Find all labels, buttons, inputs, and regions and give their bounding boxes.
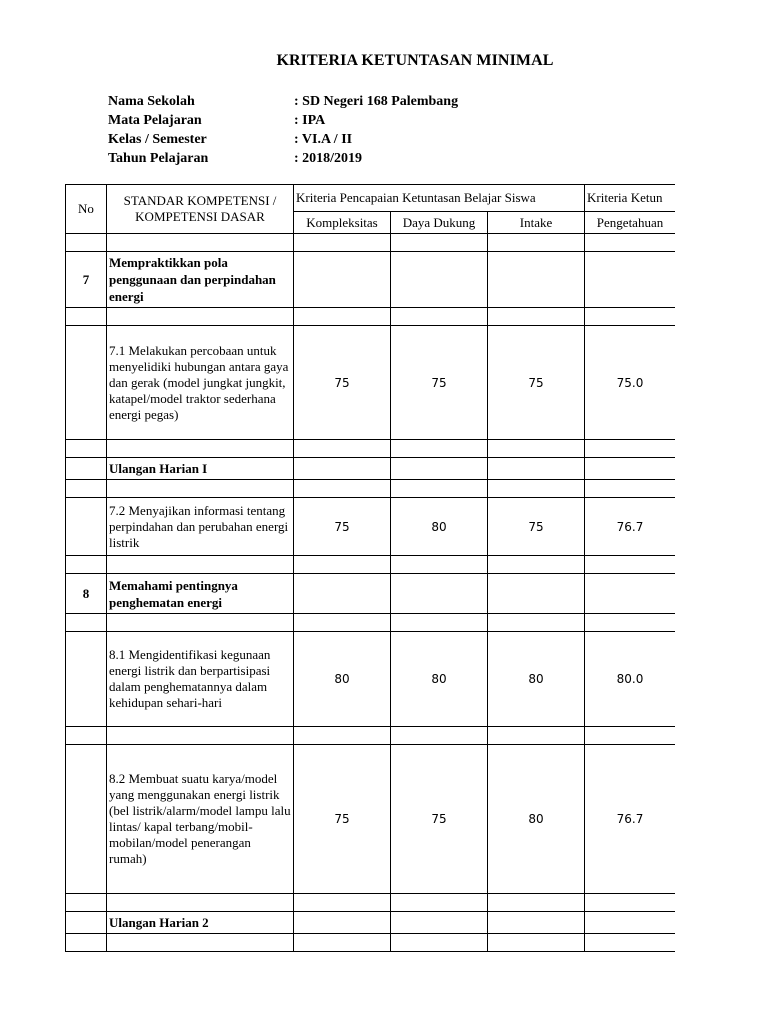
- info-value: : IPA: [294, 113, 326, 128]
- empty-cell: [294, 614, 391, 632]
- empty-cell: [107, 308, 294, 326]
- empty-cell: [585, 934, 675, 952]
- empty-cell: [488, 912, 585, 934]
- empty-cell: [488, 458, 585, 480]
- kompleksitas-value: 75: [294, 745, 391, 894]
- info-value: : 2018/2019: [294, 151, 363, 166]
- empty-cell: [488, 574, 585, 614]
- empty-cell: [585, 556, 675, 574]
- kompleksitas-value: 75: [294, 326, 391, 440]
- empty-cell: [585, 614, 675, 632]
- empty-cell: [585, 252, 675, 308]
- empty-cell: [391, 894, 488, 912]
- empty-cell: [66, 727, 107, 745]
- info-label: Tahun Pelajaran: [108, 151, 209, 166]
- empty-cell: [391, 556, 488, 574]
- empty-cell: [488, 440, 585, 458]
- empty-cell: [294, 727, 391, 745]
- empty-cell: [294, 574, 391, 614]
- kompetensi-dasar-text: 8.1 Mengidentifikasi kegunaan energi listrik dan berpartisipasi dalam penghematannya dalam kehidupan sehari-hari: [107, 632, 294, 727]
- empty-cell: [107, 727, 294, 745]
- pengetahuan-value: 80.0: [585, 632, 675, 727]
- header-no: No: [66, 185, 107, 234]
- empty-cell: [391, 440, 488, 458]
- intake-value: 75: [488, 326, 585, 440]
- empty-cell: [585, 308, 675, 326]
- kompetensi-dasar-row: [66, 745, 676, 894]
- kkm-table-body: [66, 185, 676, 952]
- intake-value: 80: [488, 745, 585, 894]
- daya-dukung-value: 75: [391, 745, 488, 894]
- empty-cell: [585, 912, 675, 934]
- empty-cell: [585, 480, 675, 498]
- empty-cell: [488, 894, 585, 912]
- ulangan-harian-label: Ulangan Harian I: [107, 458, 294, 480]
- kompetensi-dasar-text: 7.1 Melakukan percobaan untuk menyelidiki hubungan antara gaya dan gerak (model jungkat jungkit, katapel/model traktor sederhana energi pegas): [107, 326, 294, 440]
- empty-cell: [391, 308, 488, 326]
- empty-cell: [294, 308, 391, 326]
- info-label: Kelas / Semester: [108, 132, 207, 147]
- intake-value: 80: [488, 632, 585, 727]
- info-value: : VI.A / II: [294, 132, 353, 147]
- header-standar-kompetensi: [107, 185, 294, 234]
- header-kriteria: Kriteria Pencapaian Ketuntasan Belajar Siswa: [294, 185, 585, 212]
- empty-cell: [391, 480, 488, 498]
- kompleksitas-value: 75: [294, 498, 391, 556]
- empty-cell: [585, 234, 675, 252]
- empty-cell: [66, 498, 107, 556]
- blank-row: [66, 440, 676, 458]
- empty-cell: [66, 480, 107, 498]
- blank-row: [66, 727, 676, 745]
- kkm-table: [65, 184, 675, 952]
- empty-cell: [488, 480, 585, 498]
- intake-value: 75: [488, 498, 585, 556]
- row-number: 7: [66, 252, 107, 308]
- empty-cell: [66, 912, 107, 934]
- empty-cell: [488, 556, 585, 574]
- empty-cell: [391, 574, 488, 614]
- header-row: [66, 185, 676, 212]
- header-ketuntasan: Kriteria Ketun: [585, 185, 675, 212]
- kompetensi-dasar-text: 8.2 Membuat suatu karya/model yang menggunakan energi listrik (bel listrik/alarm/model lampu lalu lintas/ kapal terbang/mobil-mobilan/model penerangan rumah): [107, 745, 294, 894]
- empty-cell: [66, 458, 107, 480]
- empty-cell: [488, 614, 585, 632]
- empty-cell: [294, 440, 391, 458]
- info-value: : SD Negeri 168 Palembang: [294, 94, 459, 109]
- empty-cell: [66, 614, 107, 632]
- standar-kompetensi-text: Memahami pentingnya penghematan energi: [107, 574, 294, 614]
- empty-cell: [391, 934, 488, 952]
- empty-cell: [294, 252, 391, 308]
- empty-cell: [66, 440, 107, 458]
- empty-cell: [66, 326, 107, 440]
- empty-cell: [66, 308, 107, 326]
- empty-cell: [585, 894, 675, 912]
- empty-cell: [391, 912, 488, 934]
- header-pengetahuan: Pengetahuan: [585, 212, 675, 234]
- blank-row: [66, 480, 676, 498]
- empty-cell: [107, 934, 294, 952]
- kompetensi-dasar-text: 7.2 Menyajikan informasi tentang perpindahan dan perubahan energi listrik: [107, 498, 294, 556]
- header-intake: Intake: [488, 212, 585, 234]
- empty-cell: [66, 745, 107, 894]
- empty-cell: [107, 556, 294, 574]
- kompetensi-dasar-row: [66, 498, 676, 556]
- empty-cell: [294, 556, 391, 574]
- empty-cell: [391, 458, 488, 480]
- empty-cell: [107, 614, 294, 632]
- empty-cell: [66, 934, 107, 952]
- blank-row: [66, 234, 676, 252]
- empty-cell: [391, 614, 488, 632]
- empty-cell: [294, 894, 391, 912]
- kkm-table-container: [65, 184, 675, 952]
- empty-cell: [66, 556, 107, 574]
- empty-cell: [66, 894, 107, 912]
- empty-cell: [391, 727, 488, 745]
- empty-cell: [294, 480, 391, 498]
- empty-cell: [391, 234, 488, 252]
- ulangan-harian-row: [66, 912, 676, 934]
- empty-cell: [66, 632, 107, 727]
- kompetensi-dasar-row: [66, 326, 676, 440]
- empty-cell: [585, 574, 675, 614]
- empty-cell: [107, 440, 294, 458]
- empty-cell: [585, 458, 675, 480]
- empty-cell: [488, 934, 585, 952]
- daya-dukung-value: 80: [391, 498, 488, 556]
- empty-cell: [585, 440, 675, 458]
- ulangan-harian-label: Ulangan Harian 2: [107, 912, 294, 934]
- kompetensi-dasar-row: [66, 632, 676, 727]
- header-sk-line2: KOMPETENSI DASAR: [135, 209, 265, 224]
- document-title: KRITERIA KETUNTASAN MINIMAL: [276, 52, 554, 69]
- blank-row: [66, 894, 676, 912]
- empty-cell: [294, 234, 391, 252]
- standar-kompetensi-row: [66, 574, 676, 614]
- empty-cell: [66, 234, 107, 252]
- empty-cell: [107, 480, 294, 498]
- pengetahuan-value: 76.7: [585, 498, 675, 556]
- ulangan-harian-row: [66, 458, 676, 480]
- header-kompleksitas: Kompleksitas: [294, 212, 391, 234]
- pengetahuan-value: 75.0: [585, 326, 675, 440]
- blank-row: [66, 556, 676, 574]
- empty-cell: [391, 252, 488, 308]
- pengetahuan-value: 76.7: [585, 745, 675, 894]
- empty-cell: [294, 458, 391, 480]
- info-label: Mata Pelajaran: [108, 113, 202, 128]
- blank-row: [66, 614, 676, 632]
- kompleksitas-value: 80: [294, 632, 391, 727]
- standar-kompetensi-row: [66, 252, 676, 308]
- info-label: Nama Sekolah: [108, 94, 195, 109]
- empty-cell: [294, 912, 391, 934]
- row-number: 8: [66, 574, 107, 614]
- daya-dukung-value: 75: [391, 326, 488, 440]
- empty-cell: [585, 727, 675, 745]
- blank-row: [66, 308, 676, 326]
- daya-dukung-value: 80: [391, 632, 488, 727]
- header-sk-line1: STANDAR KOMPETENSI /: [123, 193, 277, 208]
- blank-row: [66, 934, 676, 952]
- standar-kompetensi-text: Mempraktikkan pola penggunaan dan perpindahan energi: [107, 252, 294, 308]
- empty-cell: [107, 894, 294, 912]
- empty-cell: [488, 308, 585, 326]
- empty-cell: [488, 234, 585, 252]
- empty-cell: [488, 727, 585, 745]
- header-daya-dukung: Daya Dukung: [391, 212, 488, 234]
- empty-cell: [488, 252, 585, 308]
- empty-cell: [294, 934, 391, 952]
- empty-cell: [107, 234, 294, 252]
